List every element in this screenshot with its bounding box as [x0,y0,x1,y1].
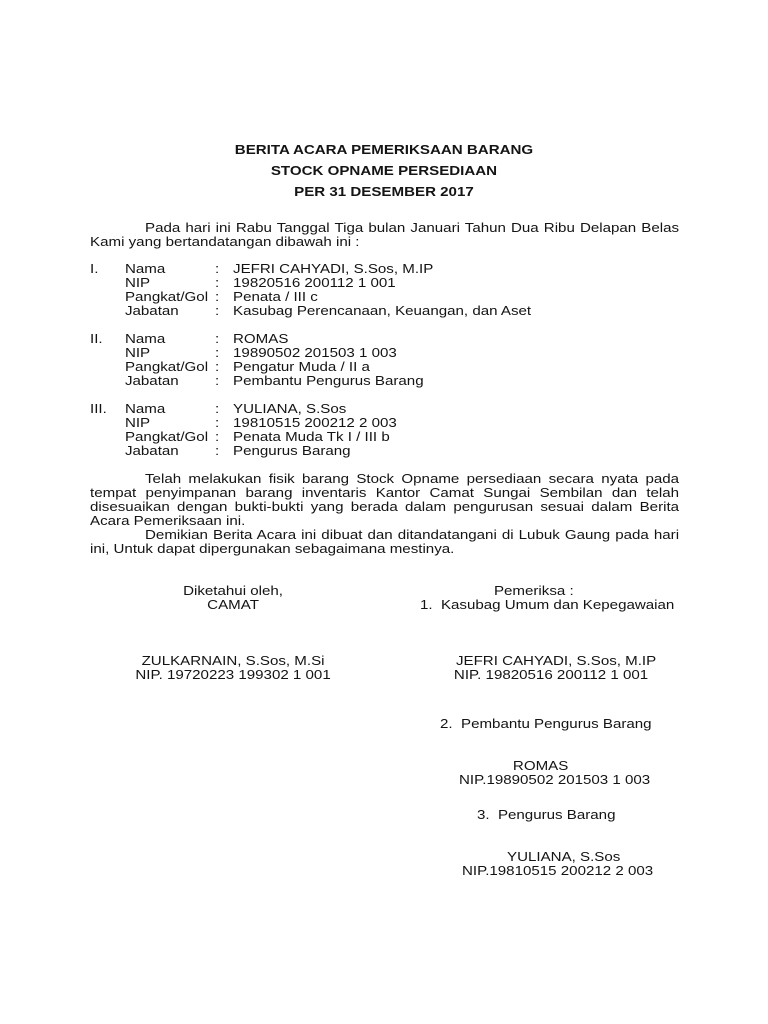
field-separator: : [214,373,220,388]
field-row-jabatan [90,304,679,318]
examiner-1-role [420,598,674,612]
acknowledged-nip: NIP. 19720223 199302 1 001 [135,667,331,682]
intro-line: Kami yang bertandatangan dibawah ini : [90,234,360,249]
field-label: NIP [124,345,151,360]
field-separator: : [214,443,220,458]
field-value: Kasubag Perencanaan, Keuangan, dan Aset [233,303,532,318]
examiner-3-nip: NIP.19810515 200212 2 003 [461,863,654,878]
field-separator: : [214,331,220,346]
examiner-role-label: Pembantu Pengurus Barang [461,716,652,731]
field-value: Pembantu Pengurus Barang [233,373,424,388]
field-separator: : [214,429,220,444]
person-2 [90,332,679,388]
body-line: disesuaikan dengan bukti-bukti yang berada dalam pengurusan sesuai dalam Berita [90,499,680,514]
examiner-3-name: YULIANA, S.Sos [507,849,621,864]
person-3 [90,402,679,458]
body-line: tempat penyimpanan barang inventaris Kantor Camat Sungai Sembilan dan telah [90,485,680,500]
field-row-nip [90,346,679,360]
examiner-1-name: JEFRI CAHYADI, S.Sos, M.IP [455,653,657,668]
examiner-number: 1. [419,597,433,612]
person-numeral: I. [90,261,99,276]
examiner-2-nip: NIP.19890502 201503 1 003 [459,772,651,787]
examiner-role-label: Kasubag Umum dan Kepegawaian [440,597,675,612]
date-line: PER 31 DESEMBER 2017 [294,184,474,199]
body-line: Acara Pemeriksaan ini. [90,513,246,528]
intro-line: Pada hari ini Rabu Tanggal Tiga bulan Januari Tahun Dua Ribu Delapan Belas [145,220,680,235]
examiner-role-label: Pengurus Barang [497,807,616,822]
examiner-2-name: ROMAS [512,758,569,773]
field-label: Nama [124,331,166,346]
subtitle-line: STOCK OPNAME PERSEDIAAN [270,163,498,178]
examiner-3-role [477,808,616,822]
field-separator: : [214,275,220,290]
field-label: Pangkat/Gol [124,289,209,304]
field-label: NIP [124,275,151,290]
examiner-number: 2. [440,716,453,731]
examiner-2-role [440,717,652,731]
person-1 [90,262,679,318]
field-separator: : [214,261,220,276]
closing-line: Demikian Berita Acara ini dibuat dan ditandatangani di Lubuk Gaung pada hari [145,527,680,542]
field-value: 19820516 200112 1 001 [233,275,396,290]
examiners-heading: Pemeriksa : [493,583,574,598]
field-separator: : [214,401,220,416]
field-row-nama [90,402,679,416]
person-numeral: II. [90,331,103,346]
field-value: Pengurus Barang [233,443,351,458]
field-row-nama [90,262,679,276]
field-label: Nama [124,401,166,416]
intro-paragraph [90,221,679,249]
field-label: Jabatan [124,373,179,388]
field-row-nama [90,332,679,346]
field-label: Jabatan [124,303,179,318]
examiner-1-nip: NIP. 19820516 200112 1 001 [453,667,649,682]
field-value: ROMAS [233,331,289,346]
field-value: JEFRI CAHYADI, S.Sos, M.IP [233,261,434,276]
field-separator: : [214,303,220,318]
body-paragraph [90,472,679,556]
title-line: BERITA ACARA PEMERIKSAAN BARANG [234,142,534,157]
field-row-jabatan [90,444,679,458]
field-row-pangkat-gol [90,360,679,374]
field-separator: : [214,345,220,360]
field-value: Penata / III c [233,289,318,304]
field-value: Pengatur Muda / II a [233,359,370,374]
field-value: 19890502 201503 1 003 [233,345,397,360]
field-label: Pangkat/Gol [124,359,209,374]
document-title [0,143,768,206]
acknowledged-name: ZULKARNAIN, S.Sos, M.Si [141,653,325,668]
field-value: 19810515 200212 2 003 [233,415,397,430]
body-line: Telah melakukan fisik barang Stock Opname persediaan secara nyata pada [145,471,680,486]
person-numeral: III. [90,401,107,416]
field-row-pangkat-gol [90,430,679,444]
field-value: Penata Muda Tk I / III b [233,429,390,444]
field-separator: : [214,415,220,430]
acknowledged-office: CAMAT [207,597,259,612]
field-row-pangkat-gol [90,290,679,304]
examiner-number: 3. [476,807,490,822]
field-row-nip [90,416,679,430]
closing-line: ini, Untuk dapat dipergunakan sebagaimana mestinya. [90,541,455,556]
field-row-jabatan [90,374,679,388]
acknowledged-heading: Diketahui oleh, [183,583,283,598]
field-row-nip [90,276,679,290]
field-separator: : [214,359,220,374]
field-label: NIP [124,415,151,430]
field-value: YULIANA, S.Sos [233,401,347,416]
field-label: Nama [124,261,166,276]
field-separator: : [214,289,220,304]
field-label: Pangkat/Gol [124,429,209,444]
field-label: Jabatan [124,443,179,458]
